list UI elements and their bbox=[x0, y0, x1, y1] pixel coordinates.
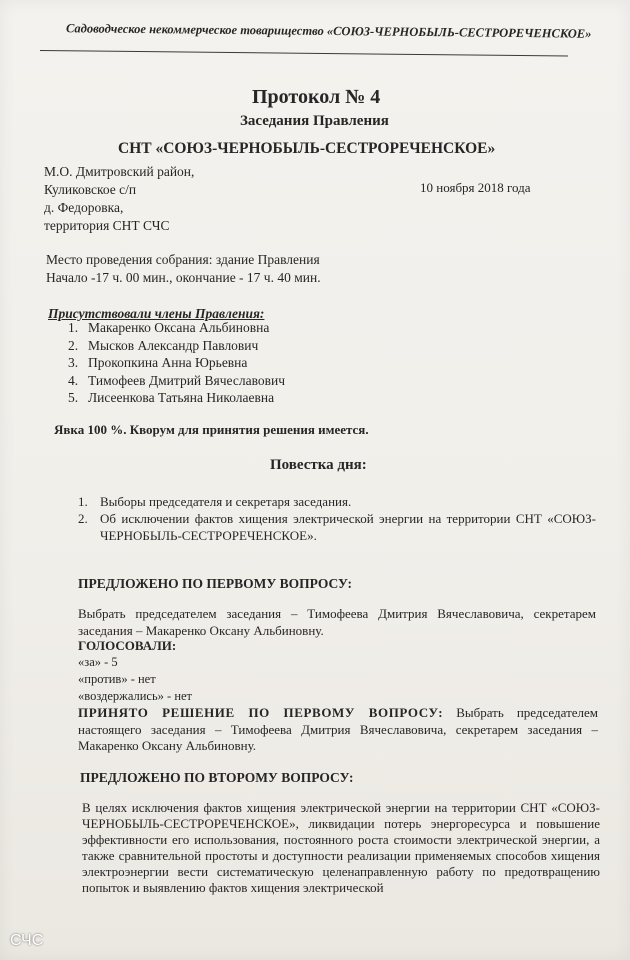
question1-decision bbox=[78, 705, 598, 755]
question1-heading: ПРЕДЛОЖЕНО ПО ПЕРВОМУ ВОПРОСУ: bbox=[78, 576, 352, 591]
decision-text: Выбрать председателем настоящего заседания – Тимофеева Дмитрия Вячеславовича, секретарем заседания – Макаренко Оксану Альбиновну. bbox=[78, 705, 599, 753]
meeting-subtitle: Заседания Правления bbox=[240, 113, 389, 129]
list-item: 3. Прокопкина Анна Юрьевна bbox=[68, 355, 248, 370]
address-line-3: д. Федоровка, bbox=[44, 200, 124, 215]
watermark-text: СЧС bbox=[10, 932, 44, 949]
list-item: 5. Лисеенкова Татьяна Николаевна bbox=[68, 390, 275, 405]
address-line-4: территория СНТ СЧС bbox=[44, 218, 170, 233]
header-divider bbox=[40, 50, 568, 57]
venue-time: Начало -17 ч. 00 мин., окончание - 17 ч. 40 мин. bbox=[46, 270, 321, 285]
decision-label: ПРИНЯТО РЕШЕНИЕ ПО ПЕРВОМУ ВОПРОСУ: bbox=[78, 705, 444, 720]
member-name: Мысков Александр Павлович bbox=[88, 337, 259, 353]
list-item: 1. Макаренко Оксана Альбиновна bbox=[68, 320, 270, 335]
vote-for: «за» - 5 bbox=[78, 655, 118, 669]
voted-label: ГОЛОСОВАЛИ: bbox=[78, 638, 177, 653]
question2-text: В целях исключения фактов хищения электрической энергии на территории СНТ «СОЮЗ-ЧЕРНОБЫЛЬ-СЕСТРОРЕЧЕНСКОЕ», ликвидации потерь энергоресурса и повышение эффективности его использования, постоянного роста стоимости электрической энергии, а также сравнительной простоты и доступности реализации применяемых способов хищения электроэнергии вести систематическую целенаправленную работу по предотвращению попыток и выявлению фактов хищения электрической bbox=[82, 800, 600, 895]
agenda-item-text: Выборы председателя и секретаря заседания. bbox=[100, 494, 352, 509]
meeting-date: 10 ноября 2018 года bbox=[420, 180, 531, 195]
venue-place: Место проведения собрания: здание Правления bbox=[46, 252, 320, 267]
org-header: Садоводческое некоммерческое товарищество «СОЮЗ-ЧЕРНОБЫЛЬ-СЕСТРОРЕЧЕНСКОЕ» bbox=[65, 21, 592, 41]
vote-against: «против» - нет bbox=[78, 672, 156, 686]
address-line-2: Куликовское с/п bbox=[44, 182, 137, 197]
protocol-title: Протокол № 4 bbox=[252, 86, 381, 108]
agenda-title: Повестка дня: bbox=[270, 457, 367, 473]
present-title: Присутствовали члены Правления: bbox=[48, 306, 265, 321]
address-line-1: М.О. Дмитровский район, bbox=[44, 164, 195, 179]
list-item: 1. Выборы председателя и секретаря заседания. bbox=[78, 494, 352, 509]
list-item: 2. Об исключении фактов хищения электрической энергии на территории СНТ «СОЮЗ-ЧЕРНОБЫЛЬ-СЕСТРОРЕЧЕНСКОЕ». bbox=[78, 511, 596, 543]
vote-abstain: «воздержались» - нет bbox=[78, 689, 193, 703]
list-item: 4. Тимофеев Дмитрий Вячеславович bbox=[68, 372, 285, 388]
member-name: Прокопкина Анна Юрьевна bbox=[88, 355, 248, 370]
member-name: Лисеенкова Татьяна Николаевна bbox=[88, 390, 275, 405]
agenda-list bbox=[78, 493, 596, 544]
org-title: СНТ «СОЮЗ-ЧЕРНОБЫЛЬ-СЕСТРОРЕЧЕНСКОЕ» bbox=[118, 140, 496, 157]
member-name: Тимофеев Дмитрий Вячеславович bbox=[88, 372, 285, 388]
members-list bbox=[68, 320, 285, 408]
question1-text: Выбрать председателем заседания – Тимофеева Дмитрия Вячеславовича, секретарем заседания – Макаренко Оксану Альбиновну. bbox=[78, 606, 596, 638]
agenda-item-text: Об исключении фактов хищения электрической энергии на территории СНТ «СОЮЗ-ЧЕРНОБЫЛЬ-СЕСТРОРЕЧЕНСКОЕ». bbox=[100, 511, 596, 543]
quorum-statement: Явка 100 %. Кворум для принятия решения имеется. bbox=[54, 422, 369, 437]
member-name: Макаренко Оксана Альбиновна bbox=[88, 320, 270, 335]
list-item: 2. Мысков Александр Павлович bbox=[68, 337, 259, 353]
question2-heading: ПРЕДЛОЖЕНО ПО ВТОРОМУ ВОПРОСУ: bbox=[80, 770, 354, 785]
